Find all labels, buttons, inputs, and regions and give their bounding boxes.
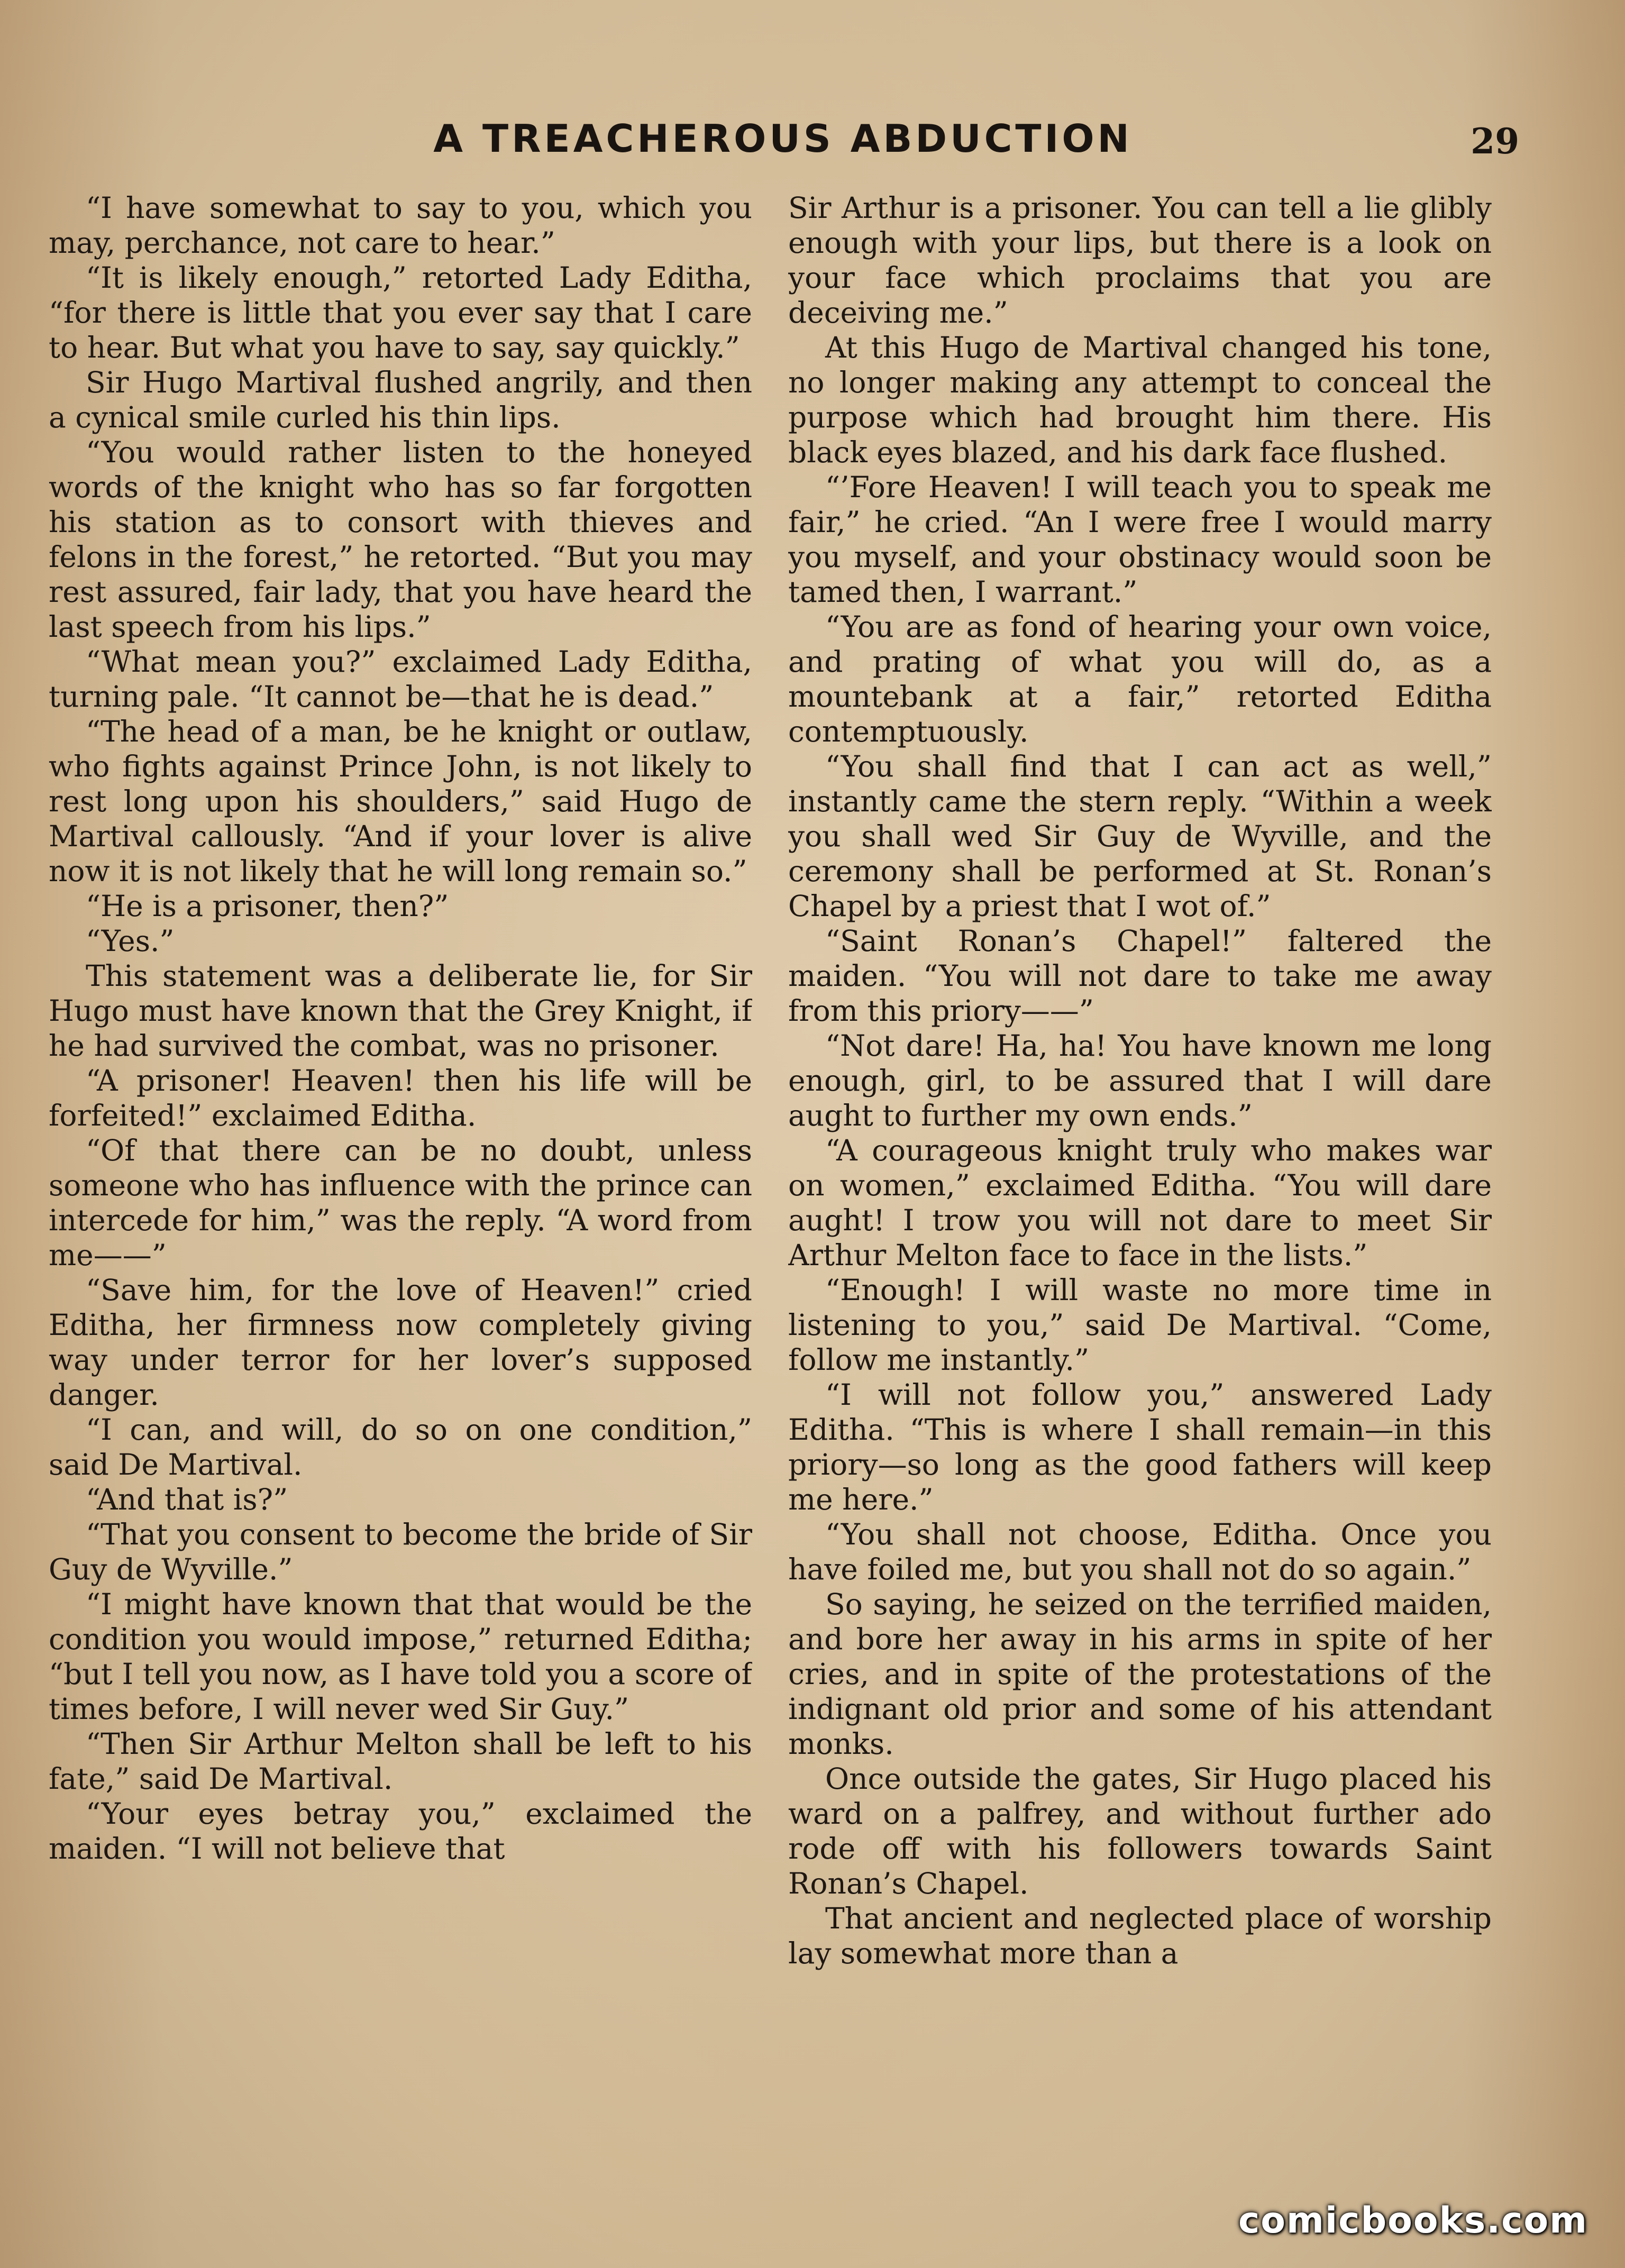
paragraph-continued: Sir Arthur is a prisoner. You can tell a lie glibly enough with your lips, but there is a look on your face which proclaims that you are deceiving me.” (788, 191, 1492, 330)
paragraph: “’Fore Heaven! I will teach you to speak me fair,” he cried. “An I were free I would marry you myself, and your obstinacy would soon be tamed then, I warrant.” (788, 470, 1492, 609)
paragraph: “Yes.” (86, 924, 175, 958)
paragraph: Once outside the gates, Sir Hugo placed his ward on a palfrey, and without further ado rode off with his followers towards Saint Ronan’s Chapel. (788, 1762, 1492, 1900)
paragraph: “He is a prisoner, then?” (86, 889, 449, 923)
paragraph: “I will not follow you,” answered Lady Editha. “This is where I shall remain—in this priory—so long as the good fathers will keep me here.” (788, 1378, 1492, 1516)
watermark: comicbooks.com (1238, 2200, 1588, 2242)
paragraph: “The head of a man, be he knight or outlaw, who fights against Prince John, is not likely to rest long upon his shoulders,” said Hugo de Martival callously. “And if your lover is alive now it is not likely that he will long remain so.” (49, 715, 752, 888)
paragraph: “And that is?” (86, 1483, 288, 1516)
paragraph: This statement was a deliberate lie, for Sir Hugo must have known that the Grey Knight, if he had survived the combat, was no prisoner. (49, 959, 752, 1063)
paragraph: “Enough! I will waste no more time in listening to you,” said De Martival. “Come, follow me instantly.” (788, 1273, 1492, 1377)
paragraph: “Of that there can be no doubt, unless someone who has influence with the prince can intercede for him,” was the reply. “A word from me——” (49, 1133, 752, 1272)
paragraph: “Then Sir Arthur Melton shall be left to his fate,” said De Martival. (49, 1727, 752, 1796)
paragraph: “It is likely enough,” retorted Lady Editha, “for there is little that you ever say that I care to hear. But what you have to say, say quickly.” (49, 261, 752, 364)
paragraph: “That you consent to become the bride of Sir Guy de Wyville.” (49, 1517, 752, 1586)
paragraph: Sir Hugo Martival flushed angrily, and then a cynical smile curled his thin lips. (49, 365, 752, 434)
paragraph: At this Hugo de Martival changed his tone, no longer making any attempt to conceal the purpose which had brought him there. His black eyes blazed, and his dark face flushed. (788, 331, 1492, 469)
paragraph: “I might have known that that would be the condition you would impose,” returned Editha; “but I tell you now, as I have told you a score of times before, I will never wed Sir Guy.” (49, 1587, 752, 1726)
paragraph: “I have somewhat to say to you, which you may, perchance, not care to hear.” (49, 191, 752, 260)
paragraph: “Save him, for the love of Heaven!” cried Editha, her firmness now completely giving way under terror for her lover’s supposed danger. (49, 1273, 752, 1412)
paragraph: “You would rather listen to the honeyed words of the knight who has so far forgotten his station as to consort with thieves and felons in the forest,” he retorted. “But you may rest assured, fair lady, that you have heard the last speech from his lips.” (49, 435, 752, 644)
paragraph: “Your eyes betray you,” exclaimed the maiden. “I will not believe that (49, 1797, 752, 1865)
paragraph: “Saint Ronan’s Chapel!” faltered the maiden. “You will not dare to take me away from this priory——” (788, 924, 1492, 1028)
paragraph: “A courageous knight truly who makes war on women,” exclaimed Editha. “You will dare aught! I trow you will not dare to meet Sir Arthur Melton face to face in the lists.” (788, 1133, 1492, 1272)
right-column (788, 190, 1492, 2200)
page-header (0, 106, 1625, 169)
paragraph: “A prisoner! Heaven! then his life will be forfeited!” exclaimed Editha. (49, 1064, 752, 1132)
left-column (49, 190, 752, 2200)
paragraph: “What mean you?” exclaimed Lady Editha, turning pale. “It cannot be—that he is dead.” (49, 645, 752, 714)
running-title: A TREACHEROUS ABDUCTION (433, 116, 1133, 161)
paragraph: “You are as fond of hearing your own voice, and prating of what you will do, as a mountebank at a fair,” retorted Editha contemptuously. (788, 610, 1492, 748)
paragraph: “I can, and will, do so on one condition,” said De Martival. (49, 1413, 752, 1481)
paragraph: “You shall not choose, Editha. Once you have foiled me, but you shall not do so again.” (788, 1517, 1492, 1586)
paragraph: That ancient and neglected place of worship lay somewhat more than a (788, 1901, 1492, 1970)
paragraph: “Not dare! Ha, ha! You have known me long enough, girl, to be assured that I will dare aught to further my own ends.” (788, 1029, 1492, 1132)
paragraph: So saying, he seized on the terrified maiden, and bore her away in his arms in spite of her cries, and in spite of the protestations of the indignant old prior and some of his attendant monks. (788, 1587, 1492, 1761)
page-number: 29 (1471, 121, 1519, 162)
paragraph: “You shall find that I can act as well,” instantly came the stern reply. “Within a week you shall wed Sir Guy de Wyville, and the ceremony shall be performed at St. Ronan’s Chapel by a priest that I wot of.” (788, 749, 1492, 923)
